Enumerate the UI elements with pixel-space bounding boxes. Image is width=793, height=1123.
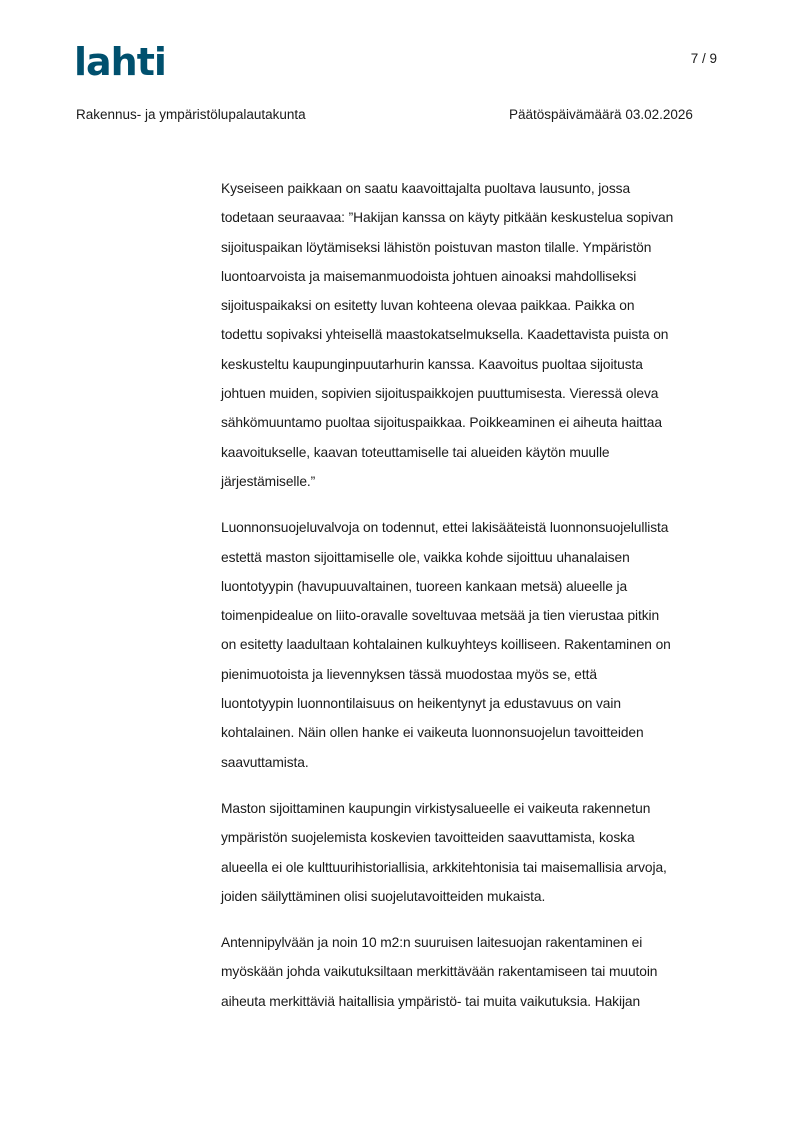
paragraph-recreation-area: Maston sijoittaminen kaupungin virkistysalueelle ei vaikeuta rakennetun ympäristön suojelemista koskevien tavoitteiden saavuttamista, koska alueella ei ole kulttuurihistoriallisia, arkkitehtonisia tai maisemallisia arvoja, joiden säilyttäminen olisi suojelutavoitteiden mukaista. [221,800,667,904]
organization-name: Rakennus- ja ympäristölupalautakunta [76,107,306,122]
decision-date: Päätöspäivämäärä 03.02.2026 [509,107,693,122]
document-body [221,174,721,1033]
paragraph-antenna-construction: Antennipylvään ja noin 10 m2:n suuruisen laitesuojan rakentaminen ei myöskään johda vaikutuksiltaan merkittävään rakentamiseen tai muutoin aiheuta merkittäviä haitallisia ympäristö- tai muita vaikutuksia. Hakijan [221,935,658,1009]
page-number: 7 / 9 [690,51,717,66]
lahti-logo: lahti [74,40,166,84]
paragraph-zoning-statement: Kyseiseen paikkaan on saatu kaavoittajalta puoltava lausunto, jossa todetaan seuraavaa: ”Hakijan kanssa on käyty pitkään keskustelua sopivan sijoituspaikan löytämiseksi lähistön poistuvan maston tilalle. Ympäristön luontoarvoista ja maisemanmuodoista johtuen ainoaksi mahdolliseksi sijoituspaikaksi on esitetty luvan kohteena olevaa paikkaa. Paikka on todettu sopivaksi yhteisellä maastokatselmuksella. Kaadettavista puista on keskusteltu kaupunginpuutarhurin kanssa. Kaavoitus puoltaa sijoitusta johtuen muiden, sopivien sijoituspaikkojen puuttumisesta. Vieressä oleva sähkömuuntamo puoltaa sijoituspaikkaa. Poikkeaminen ei aiheuta haittaa kaavoitukselle, kaavan toteuttamiselle tai alueiden käytön muulle järjestämiselle.” [221,181,674,489]
paragraph-nature-conservation: Luonnonsuojeluvalvoja on todennut, ettei lakisääteistä luonnonsuojelullista estettä maston sijoittamiselle ole, vaikka kohde sijoittuu uhanalaisen luontotyypin (havupuuvaltainen, tuoreen kankaan metsä) alueelle ja toimenpidealue on liito-oravalle soveltuvaa metsää ja tien vierustaa pitkin on esitetty laadultaan kohtalainen kulkuyhteys koilliseen. Rakentaminen on pienimuotoista ja lievennyksen tässä muodostaa myös se, että luontotyypin luonnontilaisuus on heikentynyt ja edustavuus on vain kohtalainen. Näin ollen hanke ei vaikeuta luonnonsuojelun tavoitteiden saavuttamista. [221,520,671,770]
